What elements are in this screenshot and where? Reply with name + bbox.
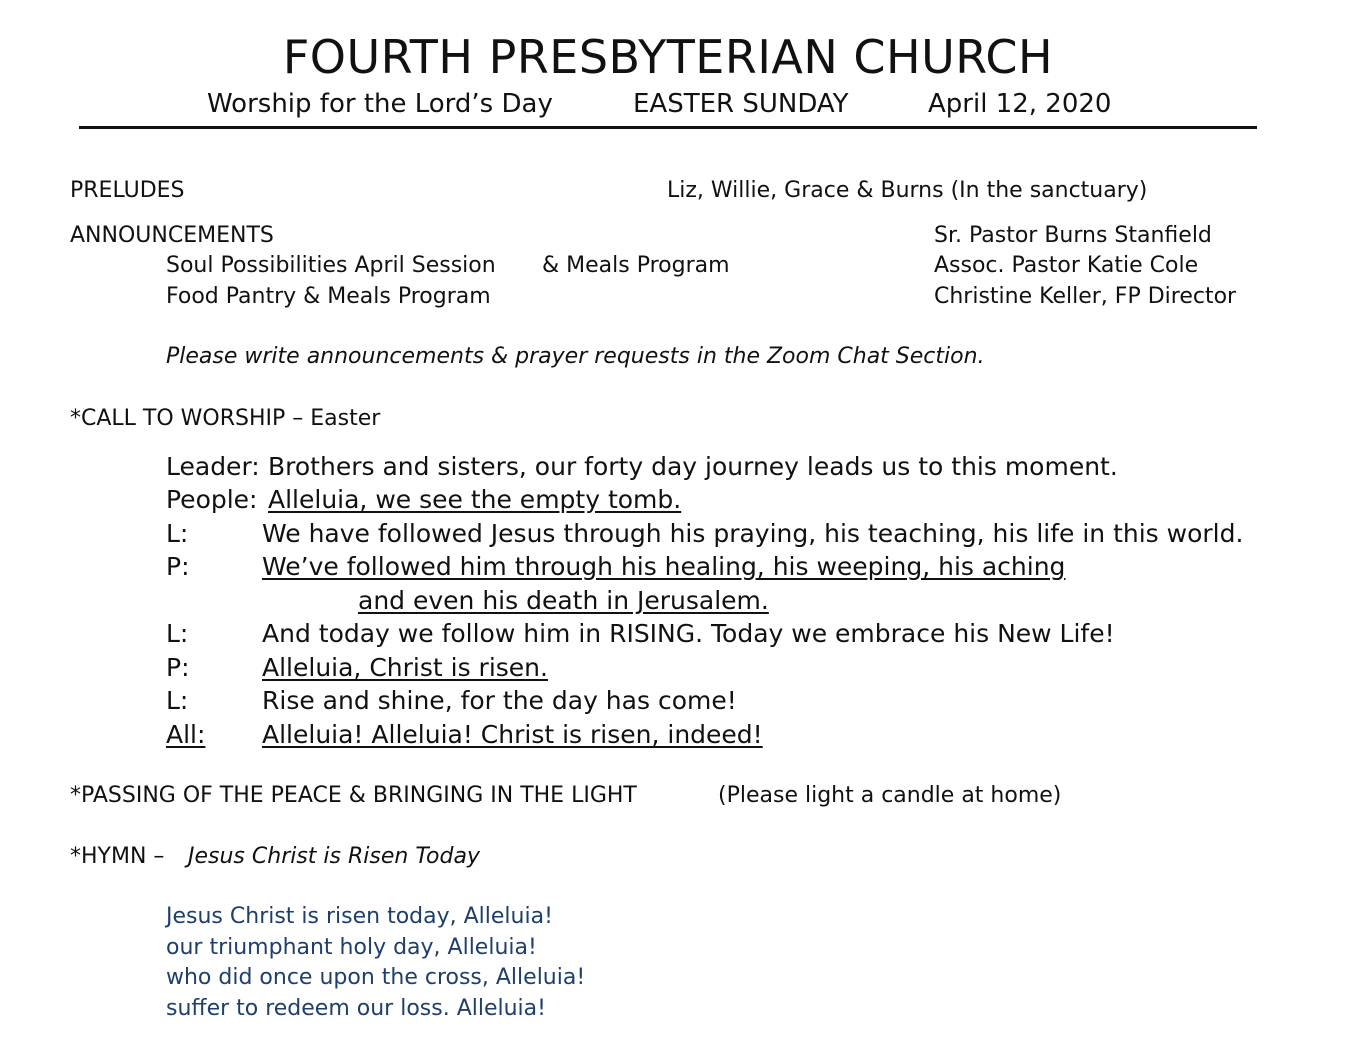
litany-speaker: Leader: xyxy=(166,452,260,481)
litany-response: Alleluia, we see the empty tomb. xyxy=(268,485,682,514)
litany-response-continued: and even his death in Jerusalem. xyxy=(358,586,769,615)
litany-line: Rise and shine, for the day has come! xyxy=(262,686,737,715)
announcement-item: Soul Possibilities April Session xyxy=(166,253,496,278)
announcement-presenter: Sr. Pastor Burns Stanfield xyxy=(934,223,1212,248)
passing-peace-note: (Please light a candle at home) xyxy=(718,783,1062,808)
service-name: Worship for the Lord’s Day xyxy=(207,89,553,119)
litany-line: And today we follow him in RISING. Today we embrace his New Life! xyxy=(262,619,1115,648)
hymn-title: Jesus Christ is Risen Today xyxy=(188,844,480,869)
preludes-performers: Liz, Willie, Grace & Burns (In the sanctuary) xyxy=(667,178,1148,203)
litany-speaker: P: xyxy=(166,653,190,682)
litany-response: Alleluia! Alleluia! Christ is risen, indeed! xyxy=(262,720,763,749)
page-title: FOURTH PRESBYTERIAN CHURCH xyxy=(282,30,1054,84)
litany-response: Alleluia, Christ is risen. xyxy=(262,653,548,682)
hymn-lyric: who did once upon the cross, Alleluia! xyxy=(166,965,586,990)
litany-line: We have followed Jesus through his praying, his teaching, his life in this world. xyxy=(262,519,1244,548)
litany-speaker: P: xyxy=(166,552,190,581)
occasion: EASTER SUNDAY xyxy=(633,89,849,119)
litany-line: Brothers and sisters, our forty day journey leads us to this moment. xyxy=(268,452,1118,481)
announcements-label: ANNOUNCEMENTS xyxy=(70,223,274,248)
litany-speaker: L: xyxy=(166,686,189,715)
service-date: April 12, 2020 xyxy=(928,89,1112,119)
litany-speaker: L: xyxy=(166,619,189,648)
hymn-lyric: Jesus Christ is risen today, Alleluia! xyxy=(166,904,553,929)
call-to-worship-label: *CALL TO WORSHIP – Easter xyxy=(70,406,381,431)
litany-speaker: L: xyxy=(166,519,189,548)
litany-response: We’ve followed him through his healing, his weeping, his aching xyxy=(262,552,1066,581)
hymn-lyric: suffer to redeem our loss. Alleluia! xyxy=(166,996,546,1021)
litany-speaker: People: xyxy=(166,485,258,514)
announcement-item: Food Pantry & Meals Program xyxy=(166,284,491,309)
hymn-label: *HYMN – xyxy=(70,844,165,869)
announcements-note: Please write announcements & prayer requests in the Zoom Chat Section. xyxy=(166,344,985,369)
announcement-presenter: Assoc. Pastor Katie Cole xyxy=(934,253,1199,278)
header-divider xyxy=(79,126,1257,129)
preludes-label: PRELUDES xyxy=(70,178,185,203)
announcement-presenter: Christine Keller, FP Director xyxy=(934,284,1237,309)
announcement-item-extra: & Meals Program xyxy=(542,253,730,278)
litany-speaker: All: xyxy=(166,720,206,749)
passing-peace-label: *PASSING OF THE PEACE & BRINGING IN THE LIGHT xyxy=(70,783,637,808)
hymn-lyric: our triumphant holy day, Alleluia! xyxy=(166,935,537,960)
